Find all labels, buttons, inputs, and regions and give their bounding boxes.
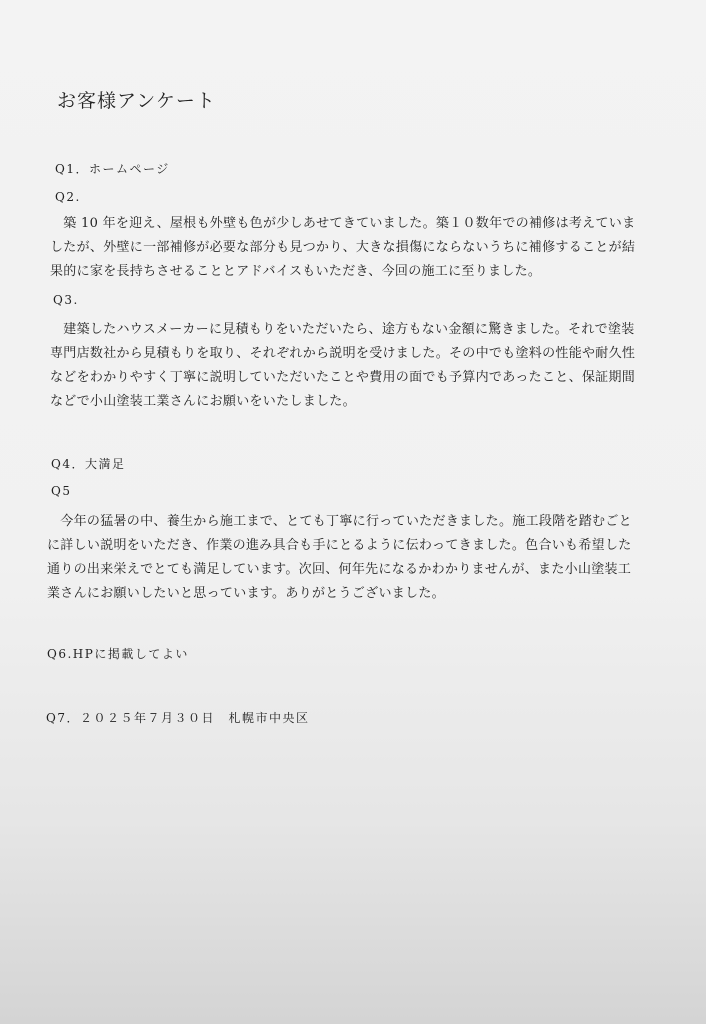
q3-label: Q3. — [53, 293, 79, 307]
q4-answer: Q4．大満足 — [51, 457, 126, 471]
q1-answer: Q1．ホームページ — [55, 162, 170, 176]
page-title: お客様アンケート — [57, 90, 216, 112]
q2-label: Q2. — [55, 190, 81, 204]
q3-answer: 建築したハウスメーカーに見積もりをいただいたら、途方もない金額に驚きました。それで塗装 専門店数社から見積もりを取り、それぞれから説明を受けました。その中でも塗料の性能や耐久性 などをわかりやすく丁寧に説明していただいたことや費用の面でも予算内であったこと、保証期間 などで小山塗装工業さんにお願いをいたしました。 — [50, 322, 636, 409]
q5-label: Q5 — [51, 484, 72, 498]
q6-answer: Q6.HPに掲載してよい — [47, 647, 189, 661]
q7-answer: Q7．２０２５年７月３０日 札幌市中央区 — [46, 711, 310, 725]
q5-answer: 今年の猛暑の中、養生から施工まで、とても丁寧に行っていただきました。施工段階を踏むごと に詳しい説明をいただき、作業の進み具合も手にとるように伝わってきました。色合いも希望した 通りの出来栄えでとても満足しています。次回、何年先になるかわかりませんが、また小山塗装工 業さんにお願いしたいと思っています。ありがとうございました。 — [47, 514, 632, 601]
q2-answer: 築 10 年を迎え、屋根も外壁も色が少しあせてきていました。築１０数年での補修は考えていま したが、外壁に一部補修が必要な部分も見つかり、大きな損傷にならないうちに補修することが結 果的に家を長持ちさせることとアドバイスもいただき、今回の施工に至りました。 — [50, 216, 636, 279]
